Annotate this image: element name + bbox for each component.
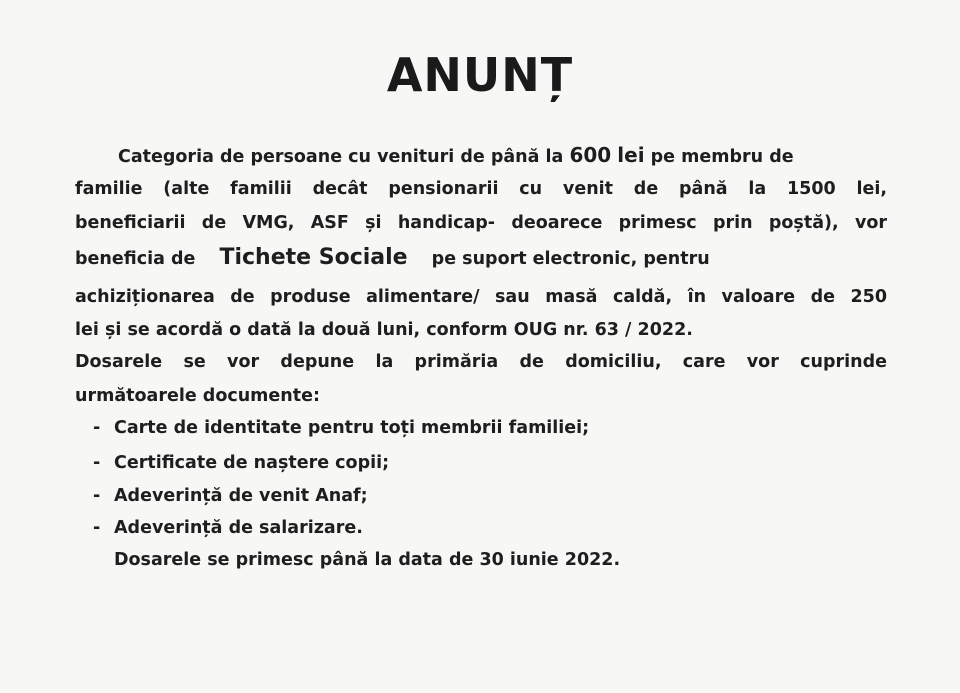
highlight-lei: lei xyxy=(617,143,645,167)
list-item xyxy=(93,516,363,540)
announcement-title: ANUNȚ xyxy=(386,48,574,102)
bullet-dash: - xyxy=(93,418,101,438)
list-item xyxy=(93,416,589,440)
paragraph2-line2: următoarele documente: xyxy=(75,386,320,406)
list-item xyxy=(93,484,368,508)
bullet-dash: - xyxy=(93,486,101,506)
text-segment: pe suport electronic, pentru xyxy=(425,249,710,269)
list-item-text: Adeverință de salarizare. xyxy=(114,518,363,538)
text-segment: beneficia de xyxy=(75,249,202,269)
bullet-dash: - xyxy=(93,518,101,538)
list-item-text: Certificate de naștere copii; xyxy=(114,453,390,473)
paragraph1-line6: lei și se acordă o dată la două luni, conform OUG nr. 63 / 2022. xyxy=(75,320,693,340)
paragraph1-line2: familie (alte familii decât pensionarii cu venit de până la 1500 lei, xyxy=(75,179,887,199)
text-segment: Categoria de persoane cu venituri de până la xyxy=(118,147,570,167)
text-segment: pe membru de xyxy=(644,147,794,167)
list-item xyxy=(93,451,389,475)
paragraph1-line1 xyxy=(118,143,887,169)
bullet-dash: - xyxy=(93,453,101,473)
highlight-tichete-sociale: Tichete Sociale xyxy=(219,245,408,270)
highlight-600: 600 xyxy=(569,143,612,167)
paragraph1-line3: beneficiarii de VMG, ASF și handicap- deoarece primesc prin poștă), vor xyxy=(75,213,887,233)
paragraph1-line4 xyxy=(75,246,887,271)
closing-deadline: Dosarele se primesc până la data de 30 iunie 2022. xyxy=(114,550,621,570)
list-item-text: Adeverință de venit Anaf; xyxy=(114,486,368,506)
paragraph1-line5: achiziționarea de produse alimentare/ sau masă caldă, în valoare de 250 xyxy=(75,287,887,307)
paragraph2-line1: Dosarele se vor depune la primăria de domiciliu, care vor cuprinde xyxy=(75,352,887,372)
list-item-text: Carte de identitate pentru toți membrii familiei; xyxy=(114,418,590,438)
